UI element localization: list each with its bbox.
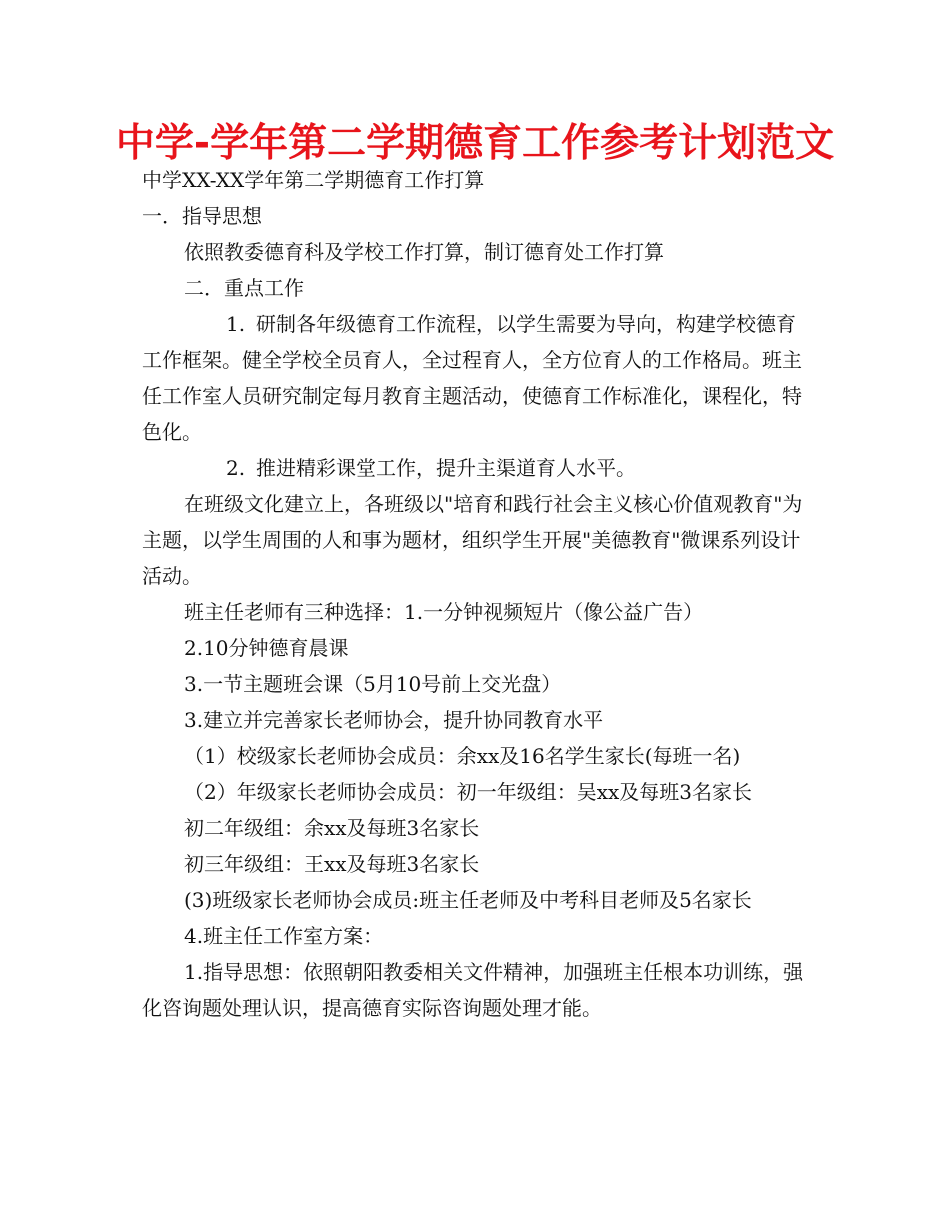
list-item-2 <box>142 450 814 486</box>
document-subtitle: 中学XX-XX学年第二学期德育工作打算 <box>142 168 485 192</box>
section-heading-guiding-ideology: 一．指导思想 <box>142 204 262 228</box>
paragraph-teacher-choices: 班主任老师有三种选择：1.一分钟视频短片（像公益广告） <box>184 600 704 624</box>
list-item-2-number: 2. <box>226 456 246 480</box>
choice-2: 2.10分钟德育晨课 <box>184 636 349 660</box>
list-item-4-1: 1.指导思想：依照朝阳教委相关文件精神，加强班主任根本功训练，强化咨询题处理认识，提高德育实际咨询题处理才能。 <box>142 960 804 1020</box>
section-heading-key-work: 二．重点工作 <box>184 276 304 300</box>
list-item-3: 3.建立并完善家长老师协会，提升协同教育水平 <box>184 708 604 732</box>
list-item-1-number: 1. <box>226 312 246 336</box>
paragraph-guiding-ideology: 依照教委德育科及学校工作打算，制订德育处工作打算 <box>184 240 664 264</box>
document-title: 中学-学年第二学期德育工作参考计划范文 <box>115 121 835 166</box>
paragraph-class-culture: 在班级文化建立上，各班级以"培育和践行社会主义核心价值观教育"为主题，以学生周围的人和事为题材，组织学生开展"美德教育"微课系列设计活动。 <box>142 492 803 588</box>
list-item-4: 4.班主任工作室方案： <box>184 924 384 948</box>
grade-2-group: 初二年级组：余xx及每班3名家长 <box>184 816 480 840</box>
list-item-1-text: 研制各年级德育工作流程，以学生需要为导向，构建学校德育工作框架。健全学校全员育人，全过程育人，全方位育人的工作格局。班主任工作室人员研究制定每月教育主题活动，使德育工作标准化，课程化，特色化。 <box>142 312 802 444</box>
choice-3: 3.一节主题班会课（5月10号前上交光盘） <box>184 672 562 696</box>
list-item-1 <box>142 306 814 450</box>
sub-item-2: （2）年级家长老师协会成员：初一年级组：吴xx及每班3名家长 <box>184 780 753 804</box>
sub-item-1: （1）校级家长老师协会成员：余xx及16名学生家长(每班一名) <box>184 744 741 768</box>
grade-3-group: 初三年级组：王xx及每班3名家长 <box>184 852 480 876</box>
document-body <box>142 162 814 1026</box>
sub-item-3: (3)班级家长老师协会成员:班主任老师及中考科目老师及5名家长 <box>184 888 752 912</box>
list-item-2-text: 推进精彩课堂工作，提升主渠道育人水平。 <box>256 456 636 480</box>
